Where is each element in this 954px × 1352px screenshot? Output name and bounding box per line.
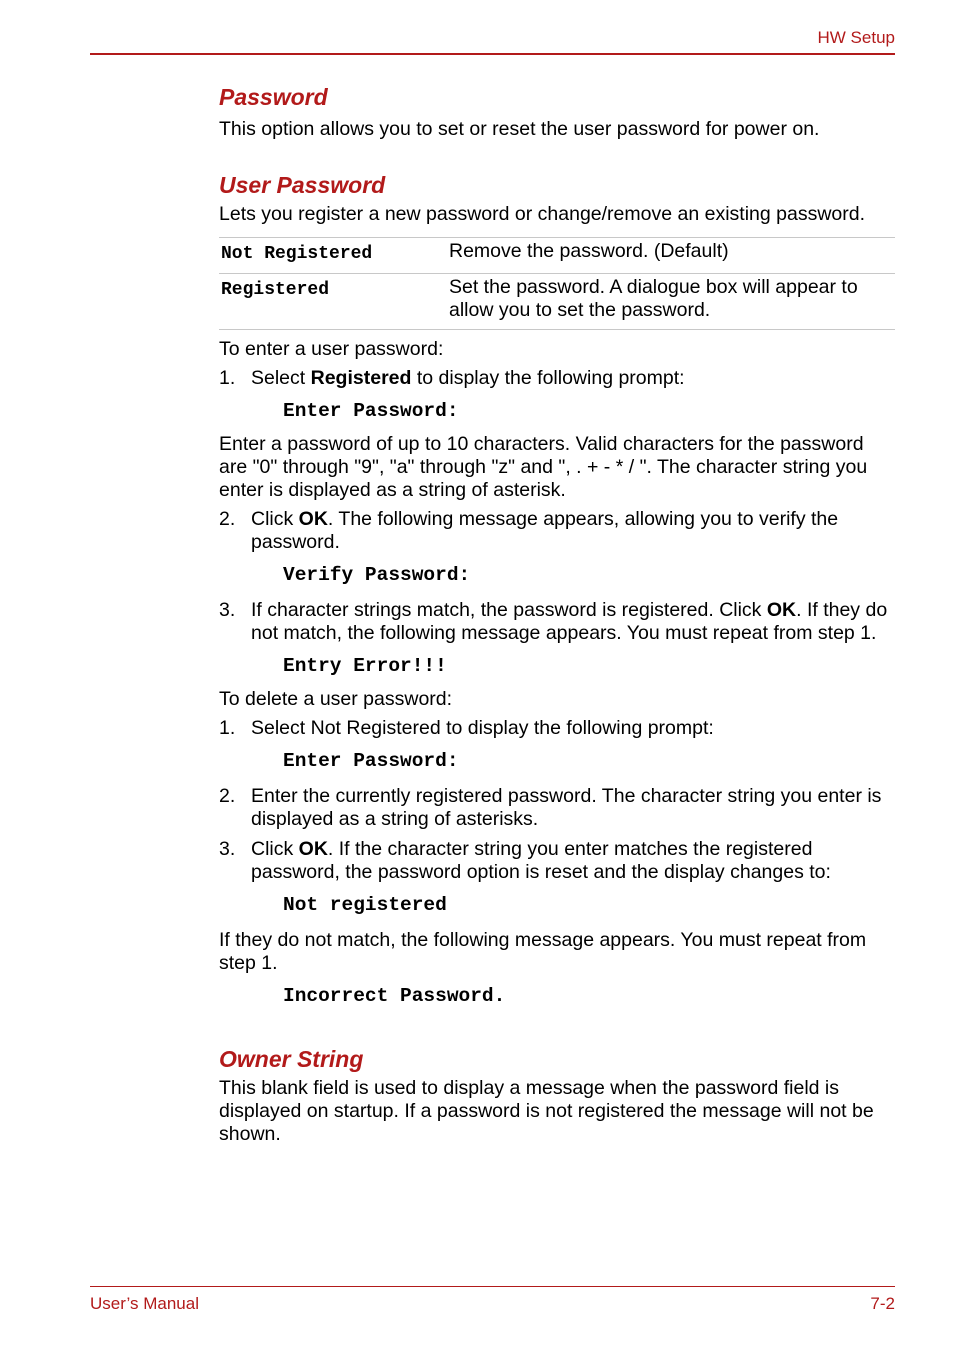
page-content — [219, 84, 895, 1146]
footer-manual-title: User’s Manual — [90, 1294, 199, 1313]
enter-password-prompt: Enter Password: — [283, 400, 459, 422]
header-rule — [90, 53, 895, 55]
step-text: . If they do not match, the following message appears. You must repeat from step 1. — [251, 599, 888, 644]
not-registered-display: Not registered — [283, 894, 447, 916]
delete-password-intro: To delete a user password: — [219, 688, 453, 710]
password-heading: Password — [219, 84, 328, 110]
step-text: Click — [251, 508, 299, 530]
step-bold-text: Registered — [310, 367, 412, 389]
option-key: Not Registered — [219, 238, 449, 274]
step-text: to display the following prompt: — [411, 367, 685, 389]
enter-password-intro: To enter a user password: — [219, 338, 444, 360]
table-row — [219, 274, 895, 330]
step-text: Select Not Registered to display the following prompt: — [251, 717, 714, 739]
step-text: Click — [251, 838, 299, 860]
mismatch-note: If they do not match, the following message appears. You must repeat from step 1. — [219, 929, 867, 974]
password-intro: This option allows you to set or reset the user password for power on. — [219, 118, 820, 140]
step-number: 3. — [219, 838, 236, 860]
owner-string-text: This blank field is used to display a message when the password field is displayed on startup. If a password is not registered the message will not be shown. — [219, 1077, 874, 1145]
user-password-intro: Lets you register a new password or change/remove an existing password. — [219, 203, 866, 225]
step-number: 1. — [219, 367, 236, 389]
table-row — [219, 238, 895, 274]
delete-step-1 — [219, 717, 895, 740]
step-number: 1. — [219, 717, 236, 739]
enter-step-2 — [219, 508, 895, 554]
step-text: Select — [251, 367, 311, 389]
enter-step-3 — [219, 599, 895, 645]
step-text: Enter the currently registered password. The character string you enter is displayed as a string of asterisks. — [251, 785, 882, 830]
page-number: 7-2 — [870, 1294, 895, 1313]
owner-string-heading: Owner String — [219, 1046, 364, 1072]
option-description: Set the password. A dialogue box will appear to allow you to set the password. — [449, 274, 895, 330]
delete-enter-password-prompt: Enter Password: — [283, 750, 459, 772]
step-number: 3. — [219, 599, 236, 621]
password-rules-note: Enter a password of up to 10 characters. Valid characters for the password are "0" through "9", "a" through "z" and ", . + - * / ". The character string you enter is displayed as a string of asterisk. — [219, 433, 868, 501]
delete-step-2 — [219, 785, 895, 831]
step-bold-text: OK — [766, 599, 797, 621]
options-table — [219, 237, 895, 330]
incorrect-password-message: Incorrect Password. — [283, 985, 506, 1007]
verify-password-prompt: Verify Password: — [283, 564, 471, 586]
step-bold-text: OK — [298, 508, 328, 530]
step-number: 2. — [219, 508, 236, 530]
running-header: HW Setup — [817, 28, 895, 47]
footer-rule — [90, 1286, 895, 1287]
entry-error-message: Entry Error!!! — [283, 655, 447, 677]
enter-step-1 — [219, 367, 895, 390]
delete-step-3 — [219, 838, 895, 884]
step-text: . If the character string you enter matches the registered password, the password option is reset and the display changes to: — [251, 838, 831, 883]
step-bold-text: OK — [298, 838, 328, 860]
option-description: Remove the password. (Default) — [449, 238, 895, 274]
user-password-heading: User Password — [219, 172, 386, 198]
step-text: . The following message appears, allowing you to verify the password. — [251, 508, 839, 553]
step-text: If character strings match, the password is registered. Click — [251, 599, 767, 621]
step-number: 2. — [219, 785, 236, 807]
option-key: Registered — [219, 274, 449, 330]
